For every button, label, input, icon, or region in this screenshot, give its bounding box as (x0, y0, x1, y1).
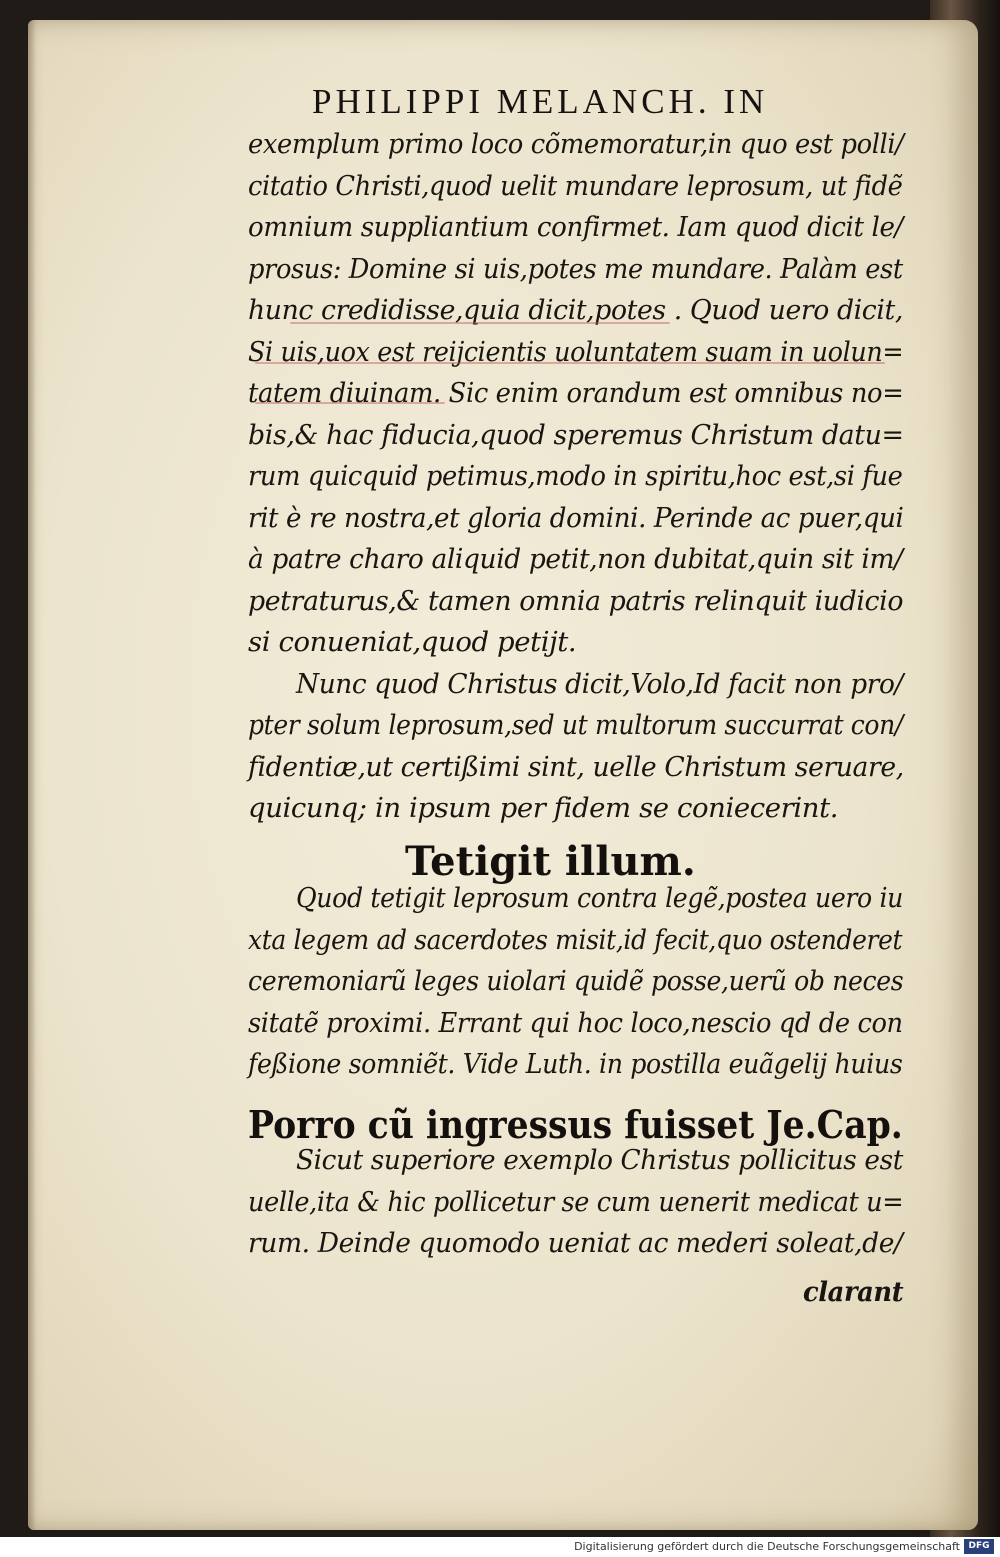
text-line: bis,& hac fiducia,quod speremus Christum datu= (248, 418, 904, 451)
red-underline-2 (255, 362, 885, 364)
text-line: Nunc quod Christus dicit,Volo,Id facit non pro/ (296, 667, 903, 700)
text-line: petraturus,& tamen omnia patris relinquit iudicio (248, 584, 904, 617)
text-line: Sicut superiore exemplo Christus pollicitus est (296, 1144, 903, 1176)
red-underline-1 (290, 322, 670, 324)
text-line: uelle,ita & hic pollicetur se cum uenerit medicat u= (248, 1185, 904, 1218)
text-line: rit è re nostra,et gloria domini. Perinde ac puer,qui (248, 501, 904, 534)
text-line: si conueniat,quod petijt. (248, 626, 577, 658)
page-edge-shadow (28, 20, 36, 1530)
text-line: feßione somniẽt. Vide Luth. in postilla euãgelij huius (248, 1048, 903, 1080)
text-line: omnium suppliantium confirmet. Iam quod dicit le/ (248, 211, 903, 243)
section-heading-porro: Porro cũ ingressus fuisset Je.Cap. (248, 1102, 903, 1147)
text-line: hunc credidisse,quia dicit,potes . Quod uero dicit, (248, 294, 903, 326)
text-line: fidentiæ,ut certißimi sint, uelle Christum seruare, (248, 750, 904, 783)
text-line: rum quicquid petimus,modo in spiritu,hoc est,si fue (248, 460, 903, 492)
text-line: citatio Christi,quod uelit mundare leprosum, ut fidẽ (248, 169, 903, 202)
text-line: ceremoniarũ leges uiolari quidẽ posse,uerũ ob neces (248, 965, 904, 997)
running-head: PHILIPPI MELANCH. IN (312, 82, 769, 121)
footer-credit: Digitalisierung gefördert durch die Deutsche Forschungsgemeinschaft (574, 1540, 960, 1553)
text-line: à patre charo aliquid petit,non dubitat,quin sit im/ (248, 543, 903, 575)
text-line: rum. Deinde quomodo ueniat ac mederi soleat,de/ (248, 1227, 903, 1259)
red-underline-3 (255, 402, 445, 404)
text-line: Si uis,uox est reijcientis uoluntatem suam in uolun= (248, 335, 904, 368)
text-line: pter solum leprosum,sed ut multorum succurrat con/ (248, 709, 903, 741)
catchword: clarant (803, 1276, 904, 1308)
text-line: prosus: Domine si uis,potes me mundare. Palàm est (248, 252, 903, 285)
text-line: quicunq; in ipsum per fidem se coniecerint. (248, 792, 839, 824)
section-heading-tetigit: Tetigit illum. (405, 838, 696, 885)
text-line: sitatẽ proximi. Errant qui hoc loco,nescio qd de con (248, 1006, 903, 1039)
text-line: tatem diuinam. Sic enim orandum est omnibus no= (248, 377, 904, 409)
text-line: xta legem ad sacerdotes misit,id fecit,quo ostenderet (248, 923, 903, 956)
text-line: Quod tetigit leprosum contra legẽ,postea uero iu (296, 882, 904, 914)
dfg-logo: DFG (964, 1539, 994, 1554)
text-line: exemplum primo loco cõmemoratur,in quo est polli/ (248, 128, 904, 160)
